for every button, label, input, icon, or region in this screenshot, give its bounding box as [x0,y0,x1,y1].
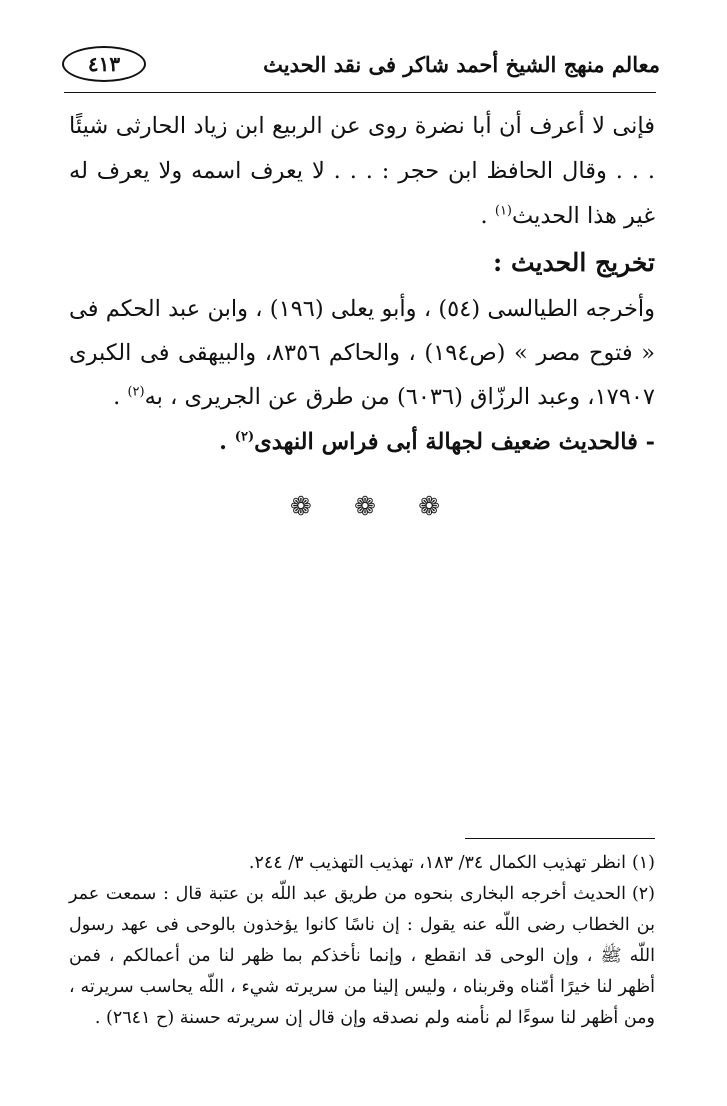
verdict-text: - فالحديث ضعيف لجهالة أبى فراس النهدى [254,429,655,455]
takhrij-text: وأخرجه الطيالسى (٥٤) ، وأبو يعلى (١٩٦) ، وابن عبد الحكم فى « فتوح مصر » (ص١٩٤) ، والحاكم ٨٣٥٦، والبيهقى فى الكبرى ١٧٩٠٧، وعبد الرزّاق (٦٠٣٦) من طرق عن الجريرى ، به [69,296,655,410]
verdict-end: . [219,429,235,455]
floral-ornament-icon: ❁ [354,492,376,522]
footnote-number: (١) [631,853,655,873]
page-number: ٤١٣ [62,46,146,82]
running-header [60,42,660,92]
floral-ornament-icon: ❁ [290,492,312,522]
footnote-text: انظر تهذيب الكمال ٣٤/ ١٨٣، تهذيب التهذيب ٣/ ٢٤٤. [248,853,626,873]
paragraph-text: فإنى لا أعرف أن أبا نضرة روى عن الربيع ابن زياد الحارثى شيئًا . . . وقال الحافظ ابن حجر : . . . لا يعرف اسمه ولا يعرف له غير هذا الحديث [69,113,655,229]
footnote-number: (٢) [631,884,655,904]
paragraph-end: . [480,203,495,229]
footnote-1 [69,848,655,879]
footnote-text: الحديث أخرجه البخارى بنحوه من طريق عبد اللّه بن عتبة قال : سمعت عمر بن الخطاب رضى اللّه عنه يقول : إن ناسًا كانوا يؤخذون بالوحى فى عهد رسول اللّه ﷺ ، وإن الوحى قد انقطع ، وإنما نأخذكم بما ظهر لنا من أعمالكم ، فمن أظهر لنا خيرًا أمّناه وقربناه ، وليس إلينا من سريرته شيء ، اللّه يحاسب سريرته ، ومن أظهر لنا سوءًا لم نأمنه ولم نصدقه وإن قال إن سريرته حسنة (ح ٢٦٤١) . [69,884,655,1028]
footnote-rule [465,838,655,839]
section-heading: تخريج الحديث : [493,248,655,277]
body-paragraph [69,104,655,239]
footnotes [69,848,655,1034]
verdict-line [69,420,655,464]
floral-ornament-icon: ❁ [418,492,440,522]
takhrij-paragraph [69,287,655,419]
running-title: معالم منهج الشيخ أحمد شاكر فى نقد الحديث [263,52,660,77]
footnote-ref-2b: (٢) [234,429,255,445]
takhrij-end: . [113,384,128,410]
footnote-ref-2: (٢) [127,384,145,400]
footnote-ref-1: (١) [494,203,512,219]
header-rule [64,92,656,93]
section-divider-ornaments [290,490,440,524]
footnote-2 [69,879,655,1034]
